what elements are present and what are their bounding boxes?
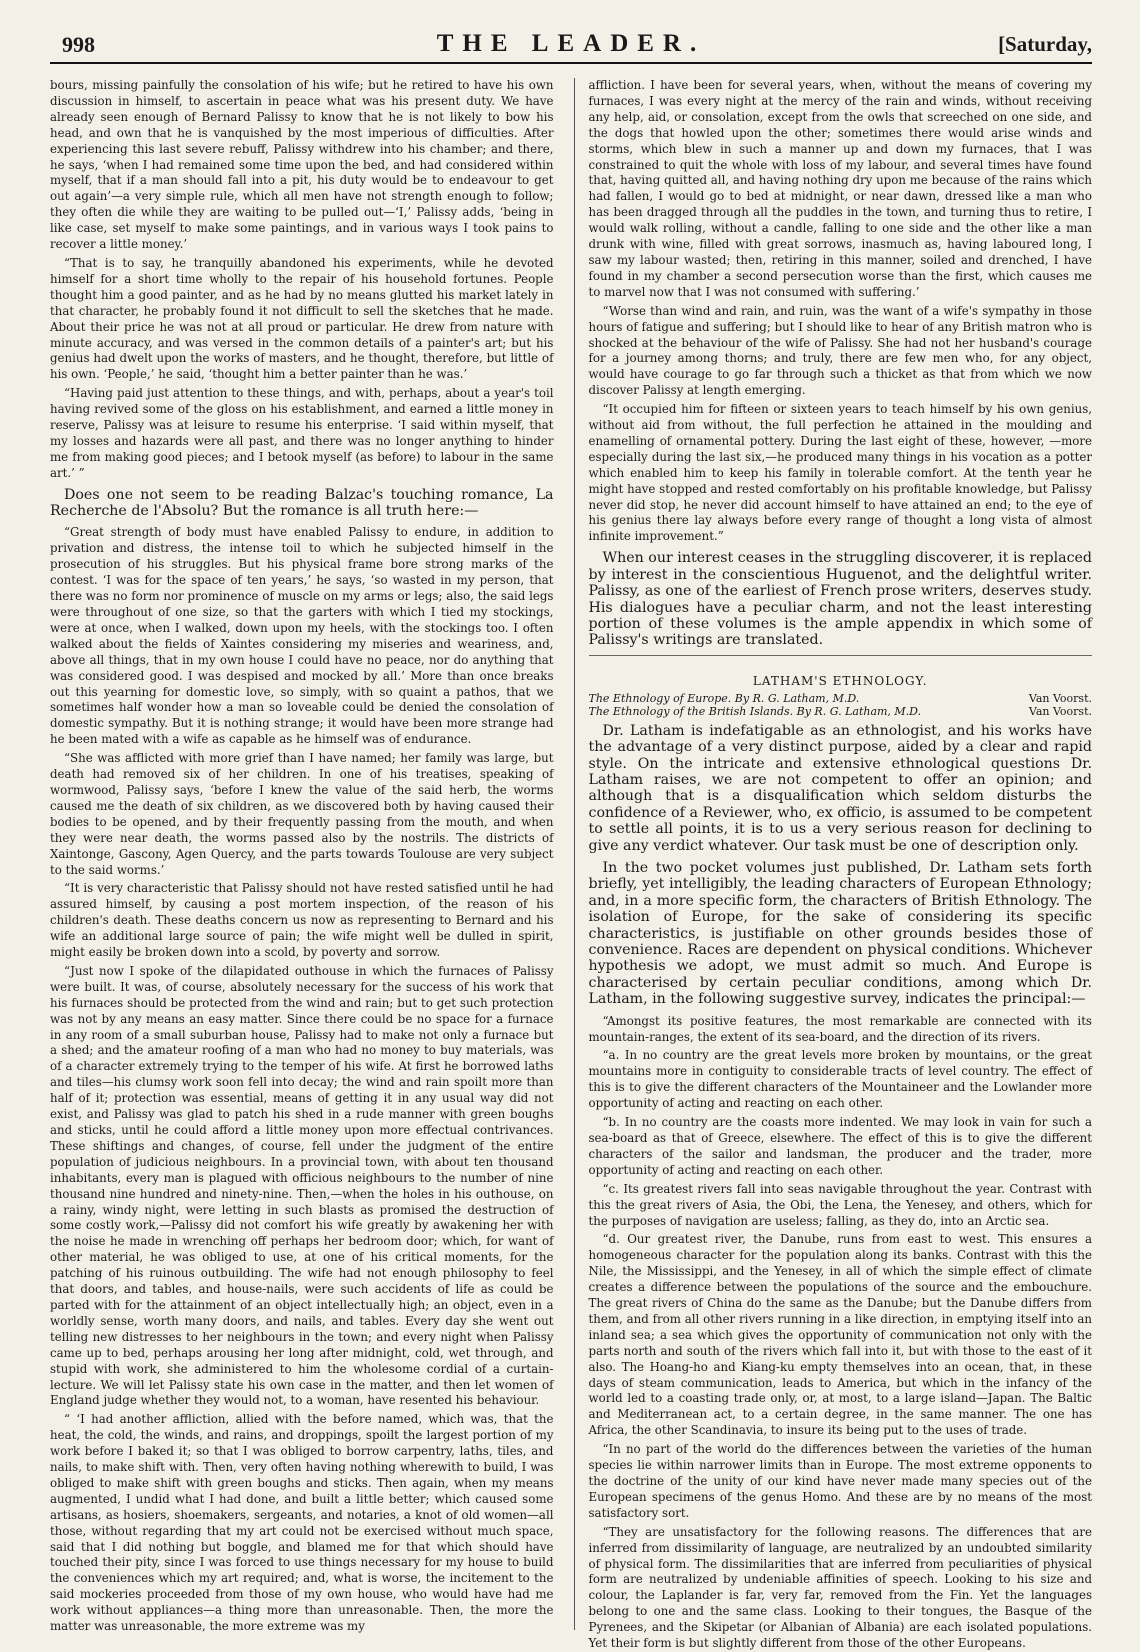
page-number: 998 xyxy=(62,32,95,57)
book-publisher: Van Voorst. xyxy=(1028,691,1092,705)
paragraph: “It is very characteristic that Palissy should not have rested satisfied until he had assured himself, by causing a post mortem inspection, of the reason of his children's death. These deaths concern us now as representing to Bernard and his wife an additional large source of pain; the wife might well be dulled in spirit, might easily be broken down into a scold, by poverty and sorrow. xyxy=(50,881,554,960)
book-publisher: Van Voorst. xyxy=(1028,704,1092,718)
book-entry xyxy=(589,705,1093,718)
paragraph: “She was afflicted with more grief than I have named; her family was large, but death had removed six of her children. In one of his treatises, speaking of wormwood, Palissy says, ‘before I knew the value of the said herb, the worms caused me the death of six children, as we discovered both by having caused their bodies to be opened, and by their frequently passing from the mouth, and when they were near death, the worms passed also by the nostrils. The districts of Xaintonge, Gascony, Agen Quercy, and the parts towards Toulouse are very subject to the said worms.’ xyxy=(50,751,554,877)
quote-paragraph: “c. Its greatest rivers fall into seas navigable throughout the year. Contrast with this the great rivers of Asia, the Obi, the Lena, the Yenesey, and others, which for the purposes of navigation are useless; falling, as they do, into an Arctic sea. xyxy=(588,1181,1092,1228)
book-entry xyxy=(589,692,1093,705)
paragraph: Does one not seem to be reading Balzac's touching romance, La Recherche de l'Absolu? But the romance is all truth here:— xyxy=(50,486,554,520)
quote-paragraph: “b. In no country are the coasts more indented. We may look in vain for such a sea-board as that of Greece, elsewhere. The effect of this is to give the different characters of the sailor and landsman, the producer and the trader, more opportunity of acting and reacting on each other. xyxy=(588,1115,1092,1177)
paragraph: “Having paid just attention to these things, and with, perhaps, about a year's toil having revived some of the gloss on his establishment, and earned a little money in reserve, Palissy was at leisure to resume his enterprise. ‘I said within myself, that my losses and hazards were all past, and there was no longer anything to hinder me from making good pieces; and I betook myself (as before) to labour in the same art.’ ” xyxy=(50,386,554,480)
paragraph: “Just now I spoke of the dilapidated outhouse in which the furnaces of Palissy were built. It was, of course, absolutely necessary for the success of his work that his furnaces should be protected from the wind and rain; but to get such protection was not by any means an easy matter. Since there could be no space for a furnace in any room of a small suburban house, Palissy had to make not only a furnace but a shed; and the amateur roofing of a man who had no money to buy materials, was of a character extremely trying to the temper of his wife. At first he borrowed laths and tiles—his clumsy work soon fell into decay; the wind and rain spoilt more than half of it; protection was essential, means of getting it in any usual way did not exist, and Palissy was glad to patch his shed in a rude manner with green boughs and sticks, until he could afford a little money upon more effectual contrivances. These shiftings and changes, of course, fell under the judgment of the entire population of judicious neighbours. In a provincial town, with about ten thousand inhabitants, every man is plagued with officious neighbours to the number of nine thousand nine hundred and ninety-nine. Then,—when the holes in his outhouse, on a rainy, windy night, were letting in such blasts as promised the destruction of some costly work,—Palissy did not comfort his wife greatly by awakening her with the noise he made in wrenching off perhaps her bedroom door; which, for want of other material, he was obliged to use, at one of his critical moments, for the patching of his ruinous outbuilding. The wife had not enough philosophy to feel that doors, and tables, and house-nails, were such accidents of life as could be parted with for the attainment of an object intellectually high; an object, even in a worldly sense, worth many doors, and nails, and tables. Every day she went out telling new distresses to her neighbours in the town; and every night when Palissy came up to bed, perhaps arousing her long after midnight, cold, wet through, and stupid with work, she administered to him the wholesome cordial of a curtain-lecture. We will let Palissy state his own case in the matter, and then let women of England judge whether they would not, to a woman, have resented his behaviour. xyxy=(50,963,554,1408)
quote-paragraph: “In no part of the world do the differences between the varieties of the human species lie within narrower limits than in Europe. The most extreme opponents to the doctrine of the unity of our kind have never made many species out of the European specimens of the genus Homo. And these are by no means of the most satisfactory sort. xyxy=(588,1442,1092,1520)
quote-paragraph: “a. In no country are the great levels more broken by mountains, or the great mountains more in contiguity to considerable tracts of level country. The effect of this is to give the different characters of the Mountaineer and the Lowlander more opportunity of acting and reacting on each other. xyxy=(588,1048,1092,1111)
divider xyxy=(589,655,1093,656)
newspaper-title: THE LEADER. xyxy=(436,30,706,57)
paragraph: “Worse than wind and rain, and ruin, was the want of a wife's sympathy in those hours of fatigue and suffering; but I should like to hear of any British matron who is shocked at the behaviour of the wife of Palissy. She had not her husband's courage for a journey among thorns; and truly, there are few men who, for any object, would have courage to go far through such a thicket as that from which we now discover Palissy at length emerging. xyxy=(588,303,1092,398)
paragraph: “It occupied him for fifteen or sixteen years to teach himself by his own genius, without aid from without, the full perfection he attained in the moulding and enamelling of ornamental pottery. During the last eight of these, however, —more especially during the last six,—he produced many things in his vocation as a potter which enabled him to keep his family in tolerable comfort. At the tenth year he might have stopped and rested comfortably on his profitable knowledge, but Palissy never did stop, he never did account himself to have attained an end; to the eye of his genius there lay always before every range of thought a long vista of almost infinite improvement.” xyxy=(588,402,1092,544)
quote-paragraph: “They are unsatisfactory for the following reasons. The differences that are inferred from dissimilarity of language, are neutralized by an undoubted similarity of physical form. The dissimilarities that are inferred from peculiarities of physical form are neutralized by undeniable affinities of speech. Looking to his size and colour, the Laplander is far, very far, removed from the Fin. Yet the languages belong to one and the same class. Looking to their tongues, the Basque of the Pyrenees, and the Skipetar (or Albanian of Albania) are each isolated populations. Yet their form is but slightly different from those of the other Europeans. xyxy=(588,1524,1092,1651)
quote-paragraph: “d. Our greatest river, the Danube, runs from east to west. This ensures a homogeneous character for the population along its banks. Contrast with this the Nile, the Mississippi, and the Yenesey, in all of which the simple effect of climate creates a difference between the populations of the source and the embouchure. The great rivers of China do the same as the Danube; but the Danube differs from them, and from all other rivers running in a like direction, in emptying itself into an inland sea; a sea which gives the opportunity of communication not only with the parts north and south of the rivers which fall into it, but with those to the east of it also. The Hoang-ho and Kiang-ku empty themselves into an ocean, that, in these days of steam communication, leads to America, but which in the infancy of the world led to a coasting trade only, or, at most, to a large island—Japan. The Baltic and Mediterranean act, to a certain degree, in the same manner. The one has Africa, the other Scandinavia, to insure its being put to the uses of trade. xyxy=(588,1232,1092,1438)
left-column xyxy=(50,78,554,1634)
article-columns xyxy=(50,78,1092,1651)
quote-paragraph: “Amongst its positive features, the most remarkable are connected with its mountain-ranges, the extent of its sea-board, and the direction of its rivers. xyxy=(588,1013,1092,1044)
review-title: LATHAM'S ETHNOLOGY. xyxy=(752,673,928,688)
paragraph: “ ‘I had another affliction, allied with the before named, which was, that the heat, the cold, the winds, and rains, and droppings, spoilt the largest portion of my work before I baked it; so that I was obliged to borrow carpentry, laths, tiles, and nails, to make shift with. Then, very often having nothing wherewith to build, I was obliged to make shift with green boughs and sticks. Then again, when my means augmented, I undid what I had done, and built a little better; which caused some artisans, as hosiers, shoemakers, sergeants, and notaries, a knot of old women—all those, without regarding that my art could not be exercised without much space, said that I did nothing but boggle, and blamed me for that which should have touched their pity, since I was forced to use things necessary for my house to build the conveniences which my art required; and, what is worse, the incitement to the said mockeries proceeded from those of my own house, who would have had me work without appliances—a thing more than unreasonable. Then, the more the matter was unreasonable, the more extreme was my xyxy=(50,1412,554,1634)
paragraph: When our interest ceases in the struggling discoverer, it is replaced by interest in the conscientious Huguenot, and the delightful writer. Palissy, as one of the earliest of French prose writers, deserves study. His dialogues have a peculiar charm, and not the least interesting portion of these volumes is the ample appendix in which some of Palissy's writings are translated. xyxy=(588,550,1092,649)
issue-day: [Saturday, xyxy=(998,32,1092,56)
paragraph: affliction. I have been for several years, when, without the means of covering my furnaces, I was every night at the mercy of the rain and winds, without receiving any help, aid, or consolation, except from the owls that screeched on one side, and the dogs that howled upon the other; sometimes there would arise winds and storms, which blew in such a manner up and down my furnaces, that I was constrained to quit the whole with loss of my labour, and several times have found that, having quitted all, and having nothing dry upon me because of the rains which had fallen, I would go to bed at midnight, or near dawn, dressed like a man who has been dragged through all the puddles in the town, and turning thus to retire, I would walk rolling, without a candle, falling to one side and the other like a man drunk with wine, filled with great sorrows, inasmuch as, having laboured long, I saw my labour wasted; then, retiring in this manner, soiled and drenched, I have found in my chamber a second persecution worse than the first, which causes me to marvel now that I was not consumed with suffering.’ xyxy=(588,78,1092,299)
right-column xyxy=(574,78,1093,1651)
paragraph: Dr. Latham is indefatigable as an ethnologist, and his works have the advantage of a very distinct purpose, aided by a clear and rapid style. On the intricate and extensive ethnological questions Dr. Latham raises, we are not competent to offer an opinion; and although that is a disqualification which seldom disturbs the confidence of a Reviewer, who, ex officio, is assumed to be competent to settle all points, it is to us a very serious reason for declining to give any verdict whatever. Our task must be one of description only. xyxy=(588,722,1092,854)
paragraph: bours, missing painfully the consolation of his wife; but he retired to have his own discussion in himself, to ascertain in peace what was his present duty. We have already seen enough of Bernard Palissy to know that he is not likely to bow his head, and own that he is vanquished by the most imperious of difficulties. After experiencing this last severe rebuff, Palissy withdrew into his chamber; and there, he says, ‘when I had remained some time upon the bed, and had considered within myself, that if a man should fall into a pit, his duty would be to endeavour to get out again’—a very simple rule, which all men have not strength enough to follow; they often die while they are waiting to be pulled out—‘I,’ Palissy adds, ‘being in like case, set myself to make some paintings, and in various ways I took pains to recover a little money.’ xyxy=(50,78,554,252)
book-title: The Ethnology of the British Islands. By R. G. Latham, M.D. xyxy=(588,704,922,718)
masthead xyxy=(50,28,1092,64)
book-title: The Ethnology of Europe. By R. G. Latham, M.D. xyxy=(588,691,860,705)
paragraph: “That is to say, he tranquilly abandoned his experiments, while he devoted himself for a short time wholly to the repair of his household fortunes. People thought him a good painter, and as he had by no means glutted his market lately in that character, he probably found it not difficult to sell the sketches that he made. About their price he was not at all proud or particular. He drew from nature with minute accuracy, and was versed in the common details of a painter's art; but his genius had dwelt upon the works of masters, and he thought, therefore, but little of his own. ‘People,’ he said, ‘thought him a better painter than he was.’ xyxy=(50,255,554,382)
paragraph: “Great strength of body must have enabled Palissy to endure, in addition to privation and distress, the intense toil to which he subjected himself in the prosecution of his struggles. But his physical frame bore strong marks of the contest. ‘I was for the space of ten years,’ he says, ‘so wasted in my person, that there was no form nor prominence of muscle on my arms or legs; also, the said legs were throughout of one size, so that the garters with which I tied my stockings, were at once, when I walked, down upon my heels, with the stockings too. I often walked about the fields of Xaintes considering my miseries and weariness, and, above all things, that in my own house I could have no peace, nor do anything that was considered good. I was despised and mocked by all.’ More than once breaks out this yearning for domestic love, so simply, with so quaint a pathos, that we sometimes half wonder how a man so loveable could be denied the consolation of domestic sympathy. But it is nothing strange; it would have been more strange had he been mated with a wife as capable as he himself was of endurance. xyxy=(50,525,554,747)
paragraph: In the two pocket volumes just published, Dr. Latham sets forth briefly, yet intelligibly, the leading characters of European Ethnology; and, in a more specific form, the characters of British Ethnology. The isolation of Europe, for the sake of considering its specific characteristics, is justifiable on other grounds besides those of convenience. Races are dependent on physical conditions. Whichever hypothesis we adopt, we must admit so much. And Europe is characterised by certain peculiar conditions, among which Dr. Latham, in the following suggestive survey, indicates the principal:— xyxy=(588,859,1092,1008)
